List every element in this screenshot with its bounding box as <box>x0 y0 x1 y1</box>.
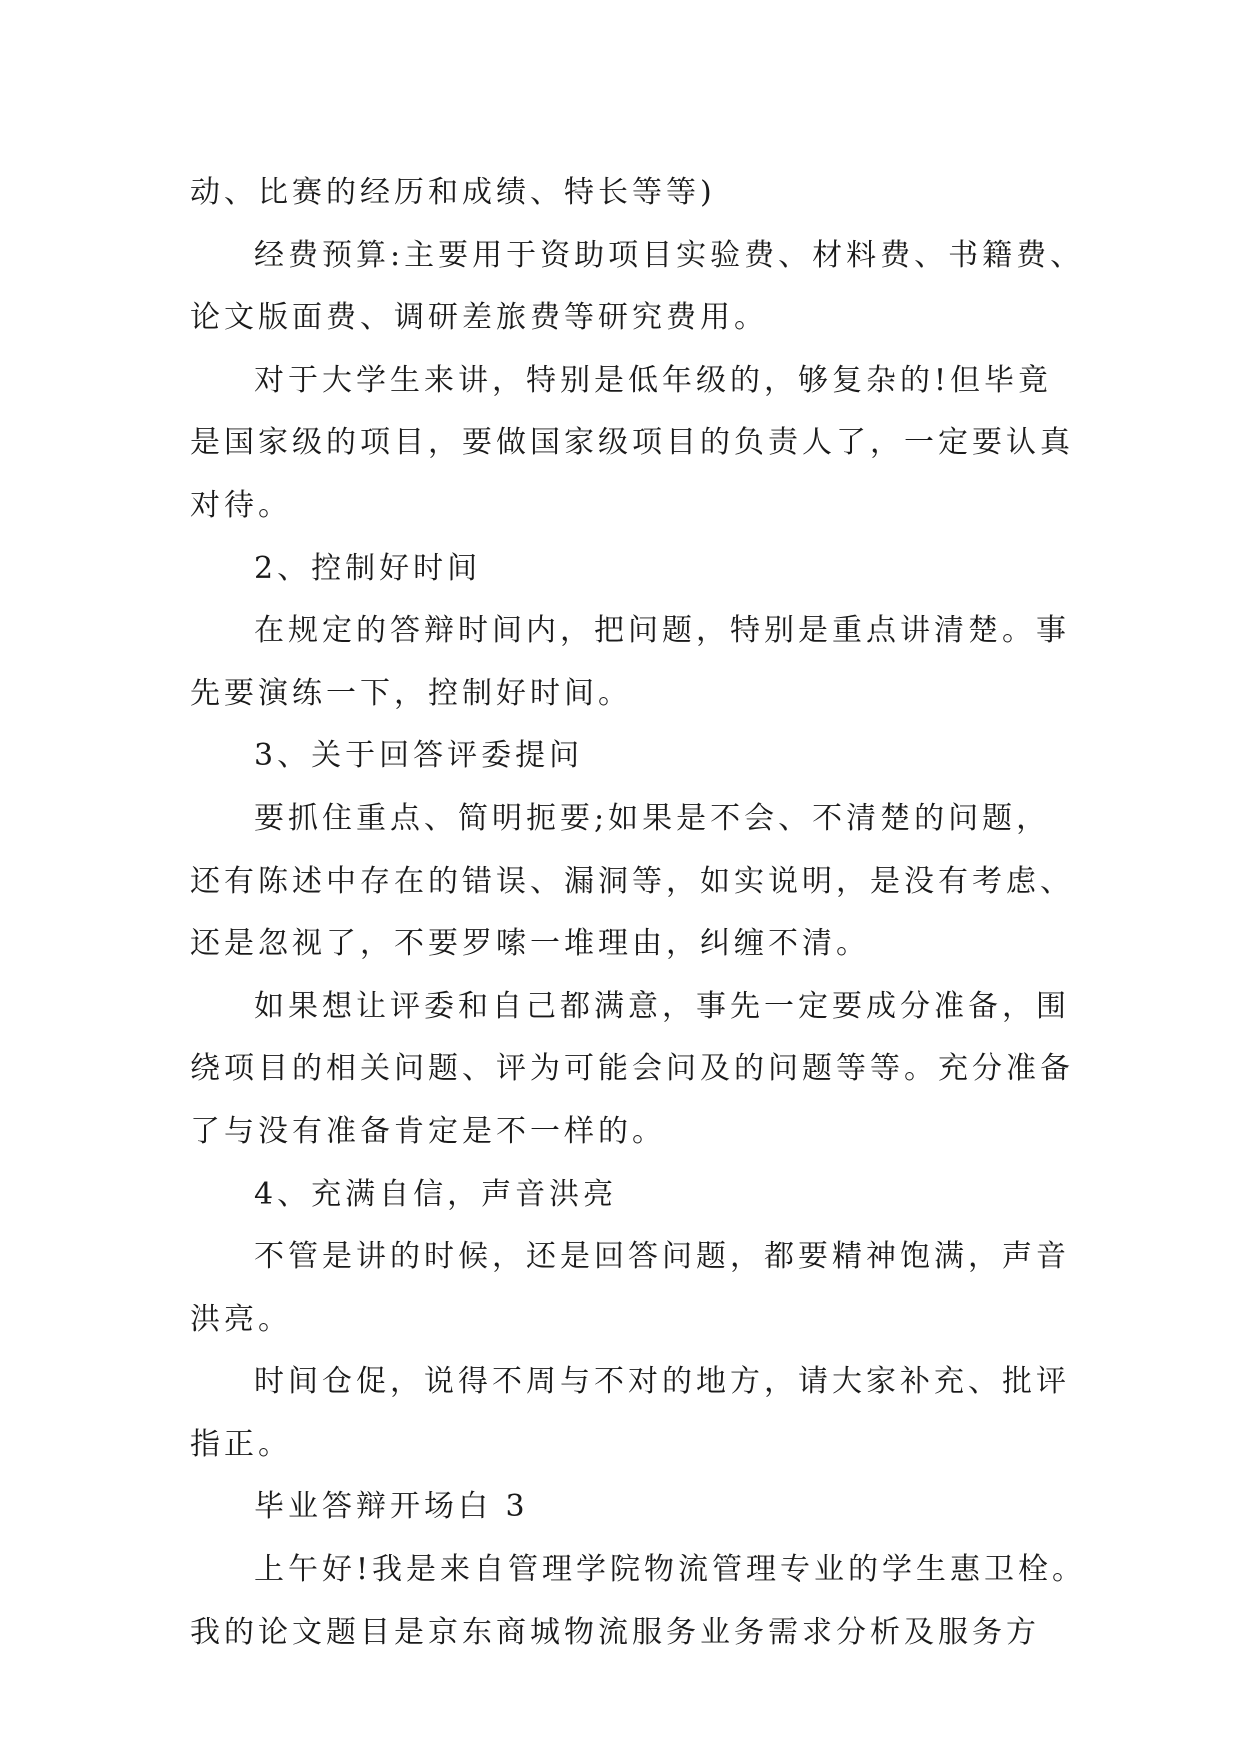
text-line: 还是忽视了，不要罗嗦一堆理由，纠缠不清。 <box>190 926 870 962</box>
text-line: 对于大学生来讲，特别是低年级的，够复杂的!但毕竟 <box>254 362 1053 398</box>
text-line: 上午好!我是来自管理学院物流管理专业的学生惠卫栓。 <box>254 1552 1087 1588</box>
text-line: 对待。 <box>190 487 292 523</box>
text-line: 3、关于回答评委提问 <box>254 738 584 774</box>
text-line: 毕业答辩开场白 3 <box>254 1489 529 1525</box>
text-line: 不管是讲的时候，还是回答问题，都要精神饱满，声音 <box>254 1239 1070 1275</box>
text-line: 2、控制好时间 <box>254 550 482 586</box>
text-line: 要抓住重点、简明扼要;如果是不会、不清楚的问题， <box>254 800 1051 836</box>
text-line: 洪亮。 <box>190 1301 292 1337</box>
text-line: 在规定的答辩时间内，把问题，特别是重点讲清楚。事 <box>254 613 1070 649</box>
text-line: 绕项目的相关问题、评为可能会问及的问题等等。充分准备 <box>190 1051 1074 1087</box>
text-line: 了与没有准备肯定是不一样的。 <box>190 1113 666 1149</box>
text-line: 4、充满自信，声音洪亮 <box>254 1176 618 1212</box>
text-line: 还有陈述中存在的错误、漏洞等，如实说明，是没有考虑、 <box>190 863 1074 899</box>
text-line: 如果想让评委和自己都满意，事先一定要成分准备，围 <box>254 988 1070 1024</box>
text-line: 论文版面费、调研差旅费等研究费用。 <box>190 300 768 336</box>
document-body <box>190 162 1087 1664</box>
text-line: 动、比赛的经历和成绩、特长等等) <box>190 175 716 210</box>
text-line: 时间仓促，说得不周与不对的地方，请大家补充、批评 <box>254 1364 1070 1400</box>
text-line: 我的论文题目是京东商城物流服务业务需求分析及服务方 <box>190 1614 1040 1650</box>
text-line: 先要演练一下，控制好时间。 <box>190 675 632 711</box>
text-line: 经费预算:主要用于资助项目实验费、材料费、书籍费、 <box>254 237 1085 273</box>
text-line: 指正。 <box>190 1426 292 1462</box>
text-line: 是国家级的项目，要做国家级项目的负责人了，一定要认真 <box>190 425 1074 461</box>
